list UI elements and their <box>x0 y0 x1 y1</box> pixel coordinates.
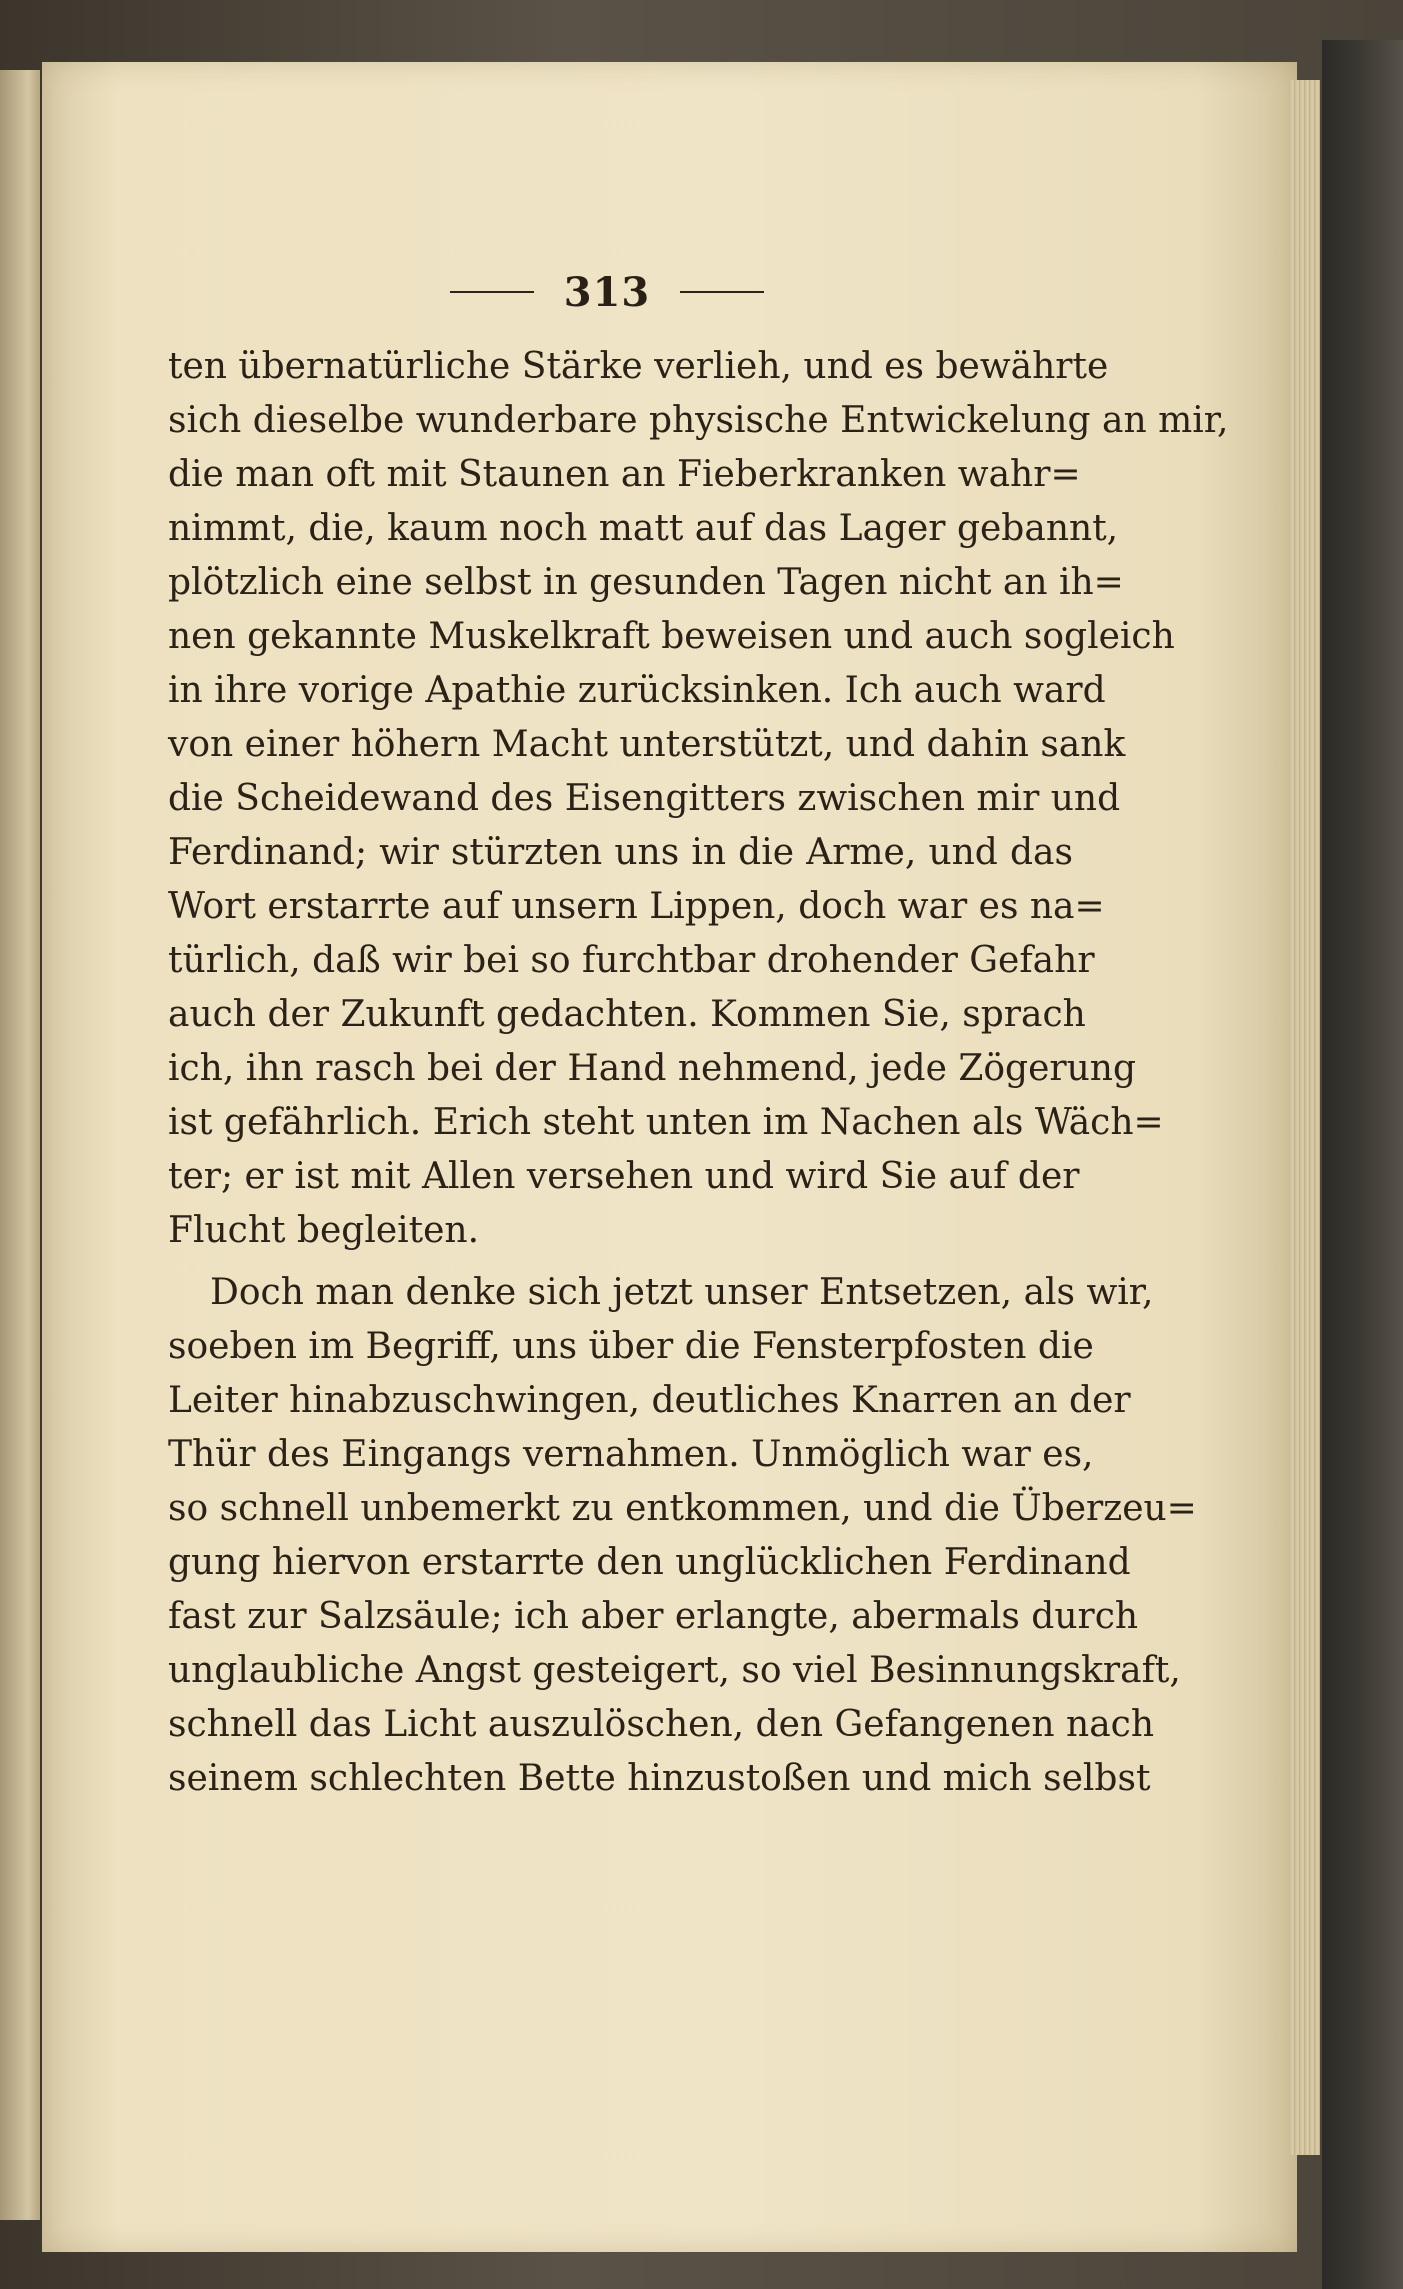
text-line: seinem schlechten Bette hinzustoßen und mich selbst <box>168 1758 1151 1799</box>
text-line: ter; er ist mit Allen versehen und wird Sie auf der <box>168 1156 1080 1197</box>
book-cover-edge <box>1322 40 1403 2289</box>
text-line: nen gekannte Muskelkraft beweisen und auch sogleich <box>168 616 1175 657</box>
text-line: ich, ihn rasch bei der Hand nehmend, jede Zögerung <box>168 1048 1137 1089</box>
text-line: soeben im Begriff, uns über die Fensterpfosten die <box>168 1326 1094 1367</box>
text-line: nimmt, die, kaum noch matt auf das Lager gebannt, <box>168 508 1119 549</box>
facing-page-edge <box>0 70 40 2220</box>
text-line: gung hiervon erstarrte den unglücklichen Ferdinand <box>168 1542 1131 1583</box>
text-line: sich dieselbe wunderbare physische Entwickelung an mir, <box>168 400 1229 441</box>
text-line: von einer höhern Macht unterstützt, und dahin sank <box>168 724 1126 765</box>
text-line: schnell das Licht auszulöschen, den Gefangenen nach <box>168 1704 1155 1745</box>
header-rule-left <box>450 291 534 293</box>
page-header <box>42 262 1172 322</box>
page-stack-edge <box>1290 80 1320 2155</box>
text-line: Doch man denke sich jetzt unser Entsetzen, als wir, <box>210 1272 1154 1313</box>
text-line: türlich, daß wir bei so furchtbar drohender Gefahr <box>168 940 1095 981</box>
text-line: die man oft mit Staunen an Fieberkranken wahr= <box>168 454 1081 495</box>
text-line: unglaubliche Angst gesteigert, so viel Besinnungskraft, <box>168 1650 1181 1691</box>
header-rule-right <box>680 291 764 293</box>
text-line: die Scheidewand des Eisengitters zwischen mir und <box>168 778 1121 819</box>
text-line: fast zur Salzsäule; ich aber erlangte, abermals durch <box>168 1596 1139 1637</box>
body-text <box>168 340 1229 1806</box>
text-line: Ferdinand; wir stürzten uns in die Arme, und das <box>168 832 1073 873</box>
paragraph-1 <box>168 340 1229 1258</box>
paragraph-2 <box>168 1266 1197 1806</box>
page-number: 313 <box>563 268 651 316</box>
paragraph-gap <box>168 1258 1073 1266</box>
text-line: Flucht begleiten. <box>168 1210 480 1251</box>
text-line: Thür des Eingangs vernahmen. Unmöglich war es, <box>168 1434 1094 1475</box>
text-line: so schnell unbemerkt zu entkommen, und die Überzeu= <box>168 1488 1197 1529</box>
text-line: plötzlich eine selbst in gesunden Tagen nicht an ih= <box>168 562 1124 603</box>
text-line: Leiter hinabzuschwingen, deutliches Knarren an der <box>168 1380 1131 1421</box>
text-line: in ihre vorige Apathie zurücksinken. Ich auch ward <box>168 670 1106 711</box>
text-line: auch der Zukunft gedachten. Kommen Sie, sprach <box>168 994 1086 1035</box>
text-line: ist gefährlich. Erich steht unten im Nachen als Wäch= <box>168 1102 1164 1143</box>
text-line: ten übernatürliche Stärke verlieh, und es bewährte <box>168 346 1109 387</box>
text-line: Wort erstarrte auf unsern Lippen, doch war es na= <box>168 886 1105 927</box>
